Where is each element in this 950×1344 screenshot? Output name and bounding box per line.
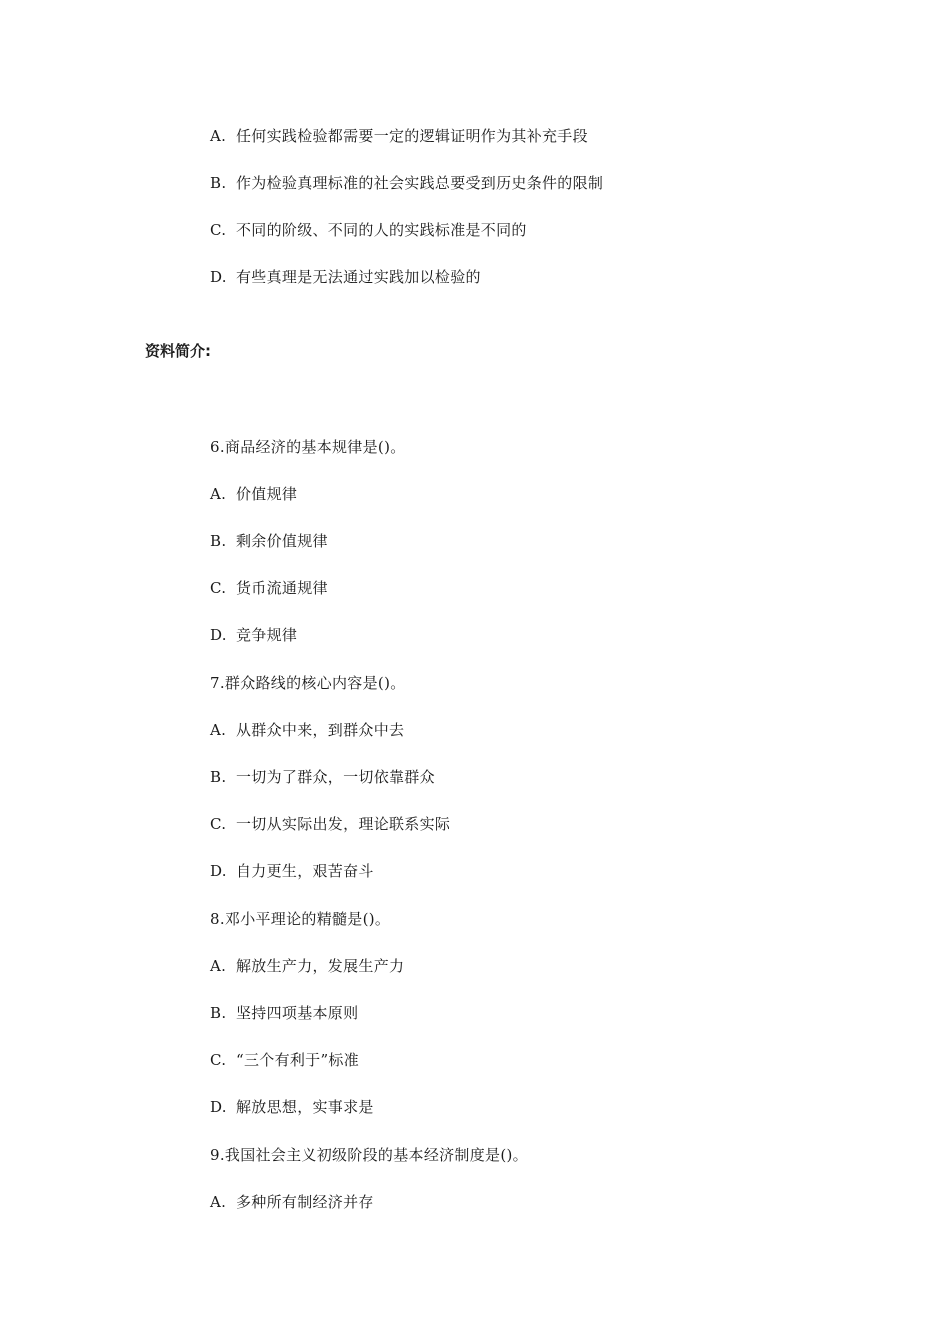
option-letter: B. [210, 1004, 227, 1022]
option-text: 一切为了群众，一切依靠群众 [236, 768, 435, 786]
option-text: 一切从实际出发，理论联系实际 [236, 815, 451, 833]
option-letter: D. [210, 268, 227, 286]
option-letter: A. [210, 1193, 227, 1211]
option-letter: A. [210, 957, 227, 975]
option-text: 货币流通规律 [236, 579, 328, 597]
option-letter: C. [210, 579, 227, 597]
q7-option-b [210, 767, 435, 787]
option-text: 价值规律 [236, 485, 298, 503]
option-text: “三个有利于”标准 [236, 1051, 360, 1069]
option-letter: D. [210, 626, 227, 644]
question-8: 8.邓小平理论的精髓是()。 [210, 910, 391, 928]
section-heading: 资料简介: [145, 342, 211, 360]
option-letter: A. [210, 485, 227, 503]
q6-option-c [210, 578, 328, 598]
option-text: 不同的阶级、不同的人的实践标准是不同的 [236, 221, 527, 239]
option-c [210, 220, 527, 240]
q9-option-a [210, 1192, 374, 1212]
option-text: 任何实践检验都需要一定的逻辑证明作为其补充手段 [236, 127, 588, 145]
option-text: 解放思想，实事求是 [236, 1098, 374, 1116]
option-text: 竞争规律 [236, 626, 298, 644]
q6-option-d [210, 625, 297, 645]
question-7: 7.群众路线的核心内容是()。 [210, 674, 406, 692]
option-letter: B. [210, 532, 227, 550]
option-text: 自力更生，艰苦奋斗 [236, 862, 374, 880]
option-text: 坚持四项基本原则 [236, 1004, 359, 1022]
option-letter: A. [210, 721, 227, 739]
option-a [210, 126, 588, 146]
q7-option-a [210, 720, 404, 740]
option-text: 从群众中来，到群众中去 [236, 721, 405, 739]
q8-option-d [210, 1097, 374, 1117]
option-letter: A. [210, 127, 227, 145]
option-letter: C. [210, 221, 227, 239]
option-text: 作为检验真理标准的社会实践总要受到历史条件的限制 [236, 174, 604, 192]
q7-option-c [210, 814, 450, 834]
option-letter: B. [210, 174, 227, 192]
q6-option-a [210, 484, 297, 504]
q8-option-c [210, 1050, 359, 1070]
option-letter: D. [210, 862, 227, 880]
question-9: 9.我国社会主义初级阶段的基本经济制度是()。 [210, 1146, 528, 1164]
option-letter: D. [210, 1098, 227, 1116]
option-text: 有些真理是无法通过实践加以检验的 [236, 268, 481, 286]
option-b [210, 173, 603, 193]
q7-option-d [210, 861, 374, 881]
option-text: 剩余价值规律 [236, 532, 328, 550]
option-letter: C. [210, 815, 227, 833]
q6-option-b [210, 531, 328, 551]
option-d [210, 267, 481, 287]
option-letter: C. [210, 1051, 227, 1069]
question-6: 6.商品经济的基本规律是()。 [210, 438, 406, 456]
option-text: 解放生产力，发展生产力 [236, 957, 405, 975]
option-letter: B. [210, 768, 227, 786]
option-text: 多种所有制经济并存 [236, 1193, 374, 1211]
q8-option-b [210, 1003, 358, 1023]
q8-option-a [210, 956, 404, 976]
